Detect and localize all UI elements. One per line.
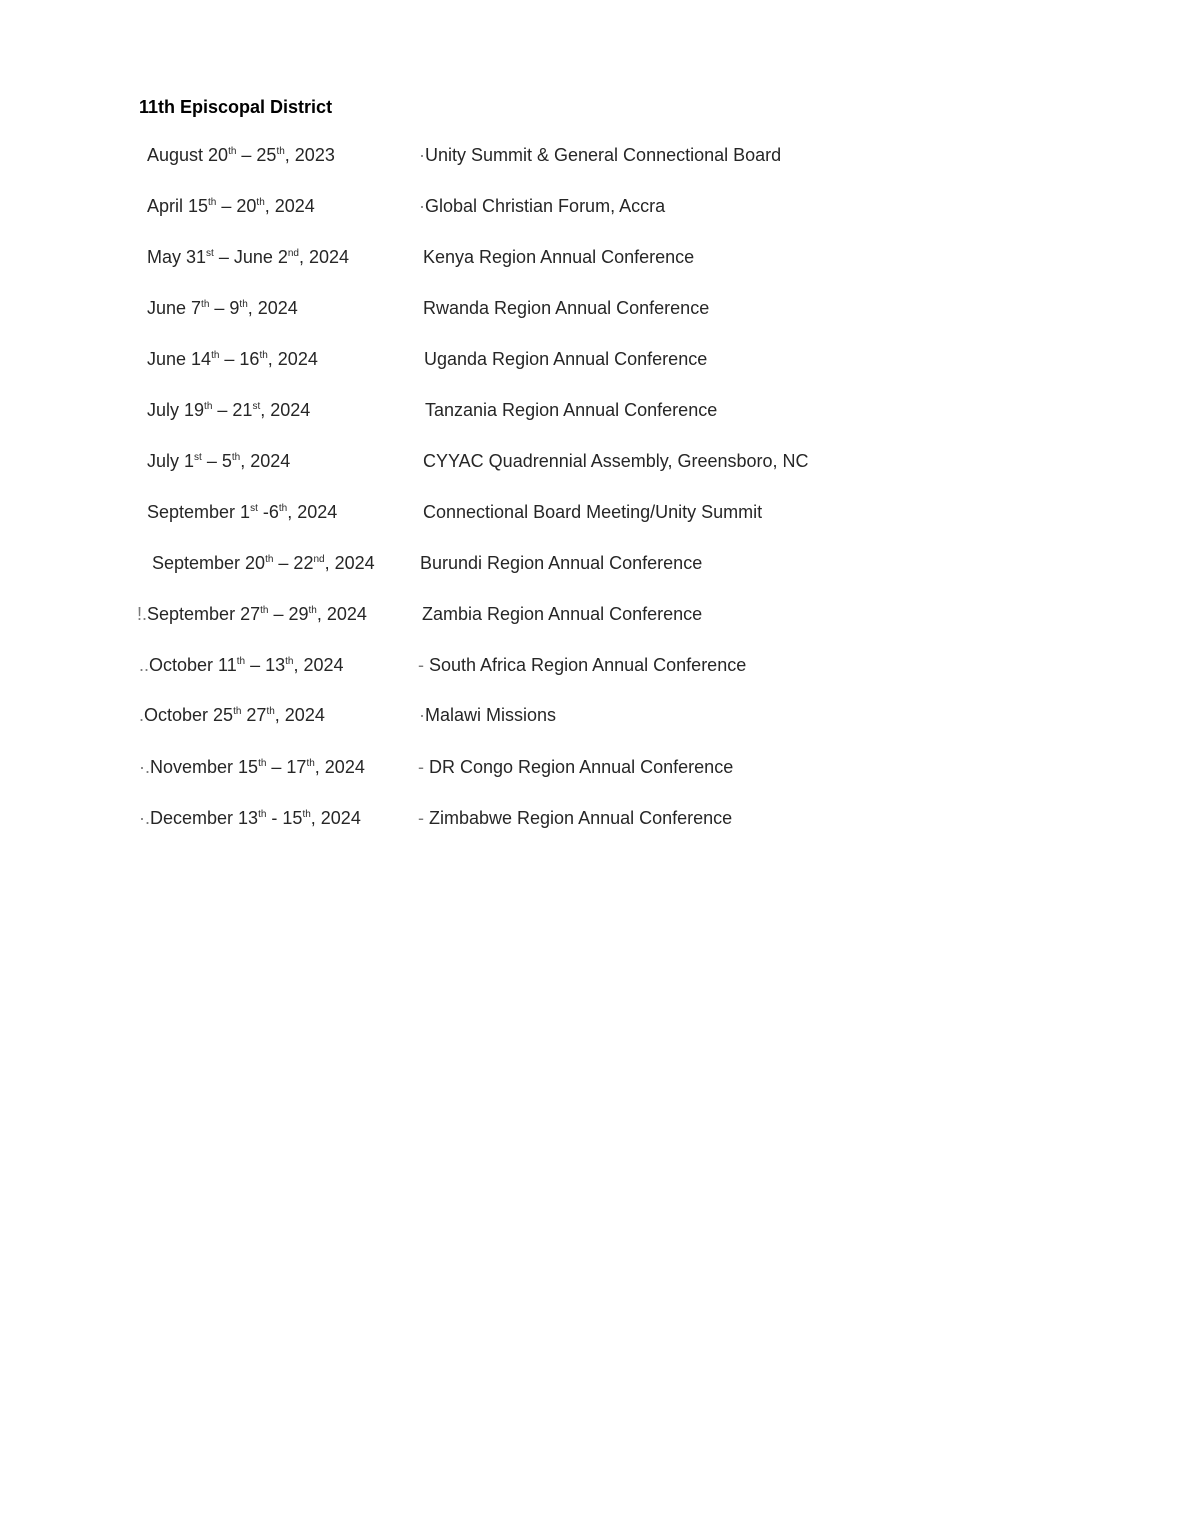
date-text: June 7 [147, 298, 202, 318]
event-name [418, 650, 746, 680]
date-text: October 11 [149, 655, 237, 675]
schedule-row [0, 803, 1187, 833]
schedule-row [0, 293, 1187, 323]
date-ordinal-suffix: nd [313, 554, 325, 565]
date-ordinal-suffix: th [256, 197, 265, 208]
event-text: Burundi Region Annual Conference [420, 553, 703, 573]
event-name [419, 700, 556, 730]
date-text: – 22 [273, 553, 314, 573]
date-ordinal-suffix: th [285, 656, 294, 667]
event-text: Tanzania Region Annual Conference [425, 400, 718, 420]
event-date [139, 700, 325, 730]
event-text: South Africa Region Annual Conference [429, 655, 747, 675]
date-prefix-mark: !. [137, 604, 148, 624]
schedule-row [0, 446, 1187, 476]
event-text: DR Congo Region Annual Conference [429, 757, 734, 777]
date-text: – June 2 [213, 247, 288, 267]
date-text: , 2024 [314, 757, 365, 777]
event-name [423, 446, 809, 476]
date-ordinal-suffix: th [228, 146, 237, 157]
date-ordinal-suffix: th [204, 401, 213, 412]
date-text: September 27 [147, 604, 261, 624]
event-text: Rwanda Region Annual Conference [423, 298, 710, 318]
date-text: – 13 [245, 655, 286, 675]
date-text: , 2024 [316, 604, 367, 624]
date-ordinal-suffix: th [236, 656, 246, 667]
date-text: August 20 [147, 145, 229, 165]
date-text: June 14 [147, 349, 212, 369]
date-text: December 13 [150, 808, 259, 828]
event-text: Malawi Missions [425, 705, 557, 725]
event-date [147, 293, 298, 323]
date-text: November 15 [150, 757, 259, 777]
event-name [419, 191, 665, 221]
event-name [424, 344, 707, 374]
date-ordinal-suffix: th [239, 299, 248, 310]
event-prefix-mark: - [418, 808, 429, 828]
date-ordinal-suffix: th [211, 350, 220, 361]
event-text: CYYAC Quadrennial Assembly, Greensboro, NC [423, 451, 809, 471]
date-text: – 25 [236, 145, 277, 165]
event-text: Zambia Region Annual Conference [422, 604, 703, 624]
date-ordinal-suffix: th [308, 605, 317, 616]
date-ordinal-suffix: th [258, 809, 267, 820]
event-date [137, 599, 367, 629]
date-text: , 2024 [310, 808, 361, 828]
date-text: - 15 [266, 808, 303, 828]
date-ordinal-suffix: nd [287, 248, 299, 259]
schedule-row [0, 242, 1187, 272]
date-ordinal-suffix: th [265, 554, 274, 565]
date-text: , 2024 [293, 655, 344, 675]
date-ordinal-suffix: st [206, 248, 214, 259]
date-ordinal-suffix: st [194, 452, 202, 463]
event-date [147, 497, 337, 527]
date-text: – 9 [209, 298, 240, 318]
event-date [147, 446, 290, 476]
event-prefix-mark: - [418, 757, 429, 777]
date-text: , 2024 [247, 298, 298, 318]
event-text: Connectional Board Meeting/Unity Summit [423, 502, 763, 522]
date-ordinal-suffix: th [201, 299, 210, 310]
event-date [147, 242, 349, 272]
date-ordinal-suffix: th [260, 605, 269, 616]
date-text: – 16 [219, 349, 260, 369]
date-text: May 31 [147, 247, 207, 267]
event-date [139, 803, 361, 833]
schedule-row [0, 700, 1187, 730]
date-ordinal-suffix: th [258, 758, 267, 769]
schedule-row [0, 599, 1187, 629]
date-text: , 2024 [299, 247, 350, 267]
date-text: , 2024 [240, 451, 291, 471]
date-text: , 2024 [264, 196, 315, 216]
date-text: September 1 [147, 502, 251, 522]
event-prefix-mark: · [419, 145, 425, 165]
schedule-row [0, 752, 1187, 782]
event-date [147, 191, 315, 221]
date-text: , 2023 [284, 145, 335, 165]
schedule-row [0, 650, 1187, 680]
date-text: October 25 [144, 705, 234, 725]
page-title: 11th Episcopal District [139, 97, 333, 117]
date-text: 27 [241, 705, 267, 725]
date-text: – 5 [201, 451, 232, 471]
date-ordinal-suffix: th [231, 452, 241, 463]
event-name [419, 140, 781, 170]
event-name [423, 293, 709, 323]
event-name [425, 395, 717, 425]
date-text: , 2024 [260, 400, 311, 420]
date-ordinal-suffix: th [233, 706, 242, 717]
event-text: Uganda Region Annual Conference [424, 349, 708, 369]
event-prefix-mark: · [419, 196, 425, 216]
event-date [147, 344, 318, 374]
event-name [418, 803, 732, 833]
date-ordinal-suffix: th [276, 146, 285, 157]
date-ordinal-suffix: st [252, 401, 261, 412]
date-ordinal-suffix: th [302, 809, 311, 820]
date-ordinal-suffix: th [259, 350, 268, 361]
date-text: April 15 [147, 196, 209, 216]
date-prefix-mark: .. [139, 655, 150, 675]
schedule-row [0, 548, 1187, 578]
schedule-row [0, 395, 1187, 425]
date-ordinal-suffix: st [250, 503, 258, 514]
date-text: , 2024 [287, 502, 338, 522]
date-prefix-mark: ·. [139, 808, 150, 828]
date-text: – 21 [212, 400, 253, 420]
schedule-row [0, 140, 1187, 170]
event-date [139, 650, 344, 680]
event-date [139, 752, 365, 782]
event-name [423, 497, 762, 527]
schedule-row [0, 191, 1187, 221]
schedule-row [0, 344, 1187, 374]
event-date [147, 140, 335, 170]
event-text: Zimbabwe Region Annual Conference [429, 808, 733, 828]
date-text: July 19 [147, 400, 205, 420]
date-prefix-mark: ·. [139, 757, 150, 777]
event-text: Global Christian Forum, Accra [425, 196, 666, 216]
date-text: , 2024 [274, 705, 325, 725]
date-text: September 20 [152, 553, 266, 573]
event-prefix-mark: - [418, 655, 429, 675]
event-name [422, 599, 702, 629]
schedule-row [0, 497, 1187, 527]
date-ordinal-suffix: th [208, 197, 217, 208]
date-text: July 1 [147, 451, 195, 471]
date-prefix-mark: . [139, 705, 145, 725]
event-name [418, 752, 733, 782]
event-text: Unity Summit & General Connectional Board [425, 145, 782, 165]
event-prefix-mark: · [419, 705, 425, 725]
date-ordinal-suffix: th [266, 706, 275, 717]
date-text: -6 [257, 502, 279, 522]
event-text: Kenya Region Annual Conference [423, 247, 695, 267]
date-text: – 20 [216, 196, 257, 216]
date-text: , 2024 [267, 349, 318, 369]
date-text: , 2024 [324, 553, 375, 573]
date-text: – 17 [266, 757, 307, 777]
date-text: – 29 [268, 604, 309, 624]
date-ordinal-suffix: th [278, 503, 288, 514]
event-date [152, 548, 375, 578]
event-name [420, 548, 702, 578]
date-ordinal-suffix: th [306, 758, 315, 769]
event-date [147, 395, 310, 425]
event-name [423, 242, 694, 272]
